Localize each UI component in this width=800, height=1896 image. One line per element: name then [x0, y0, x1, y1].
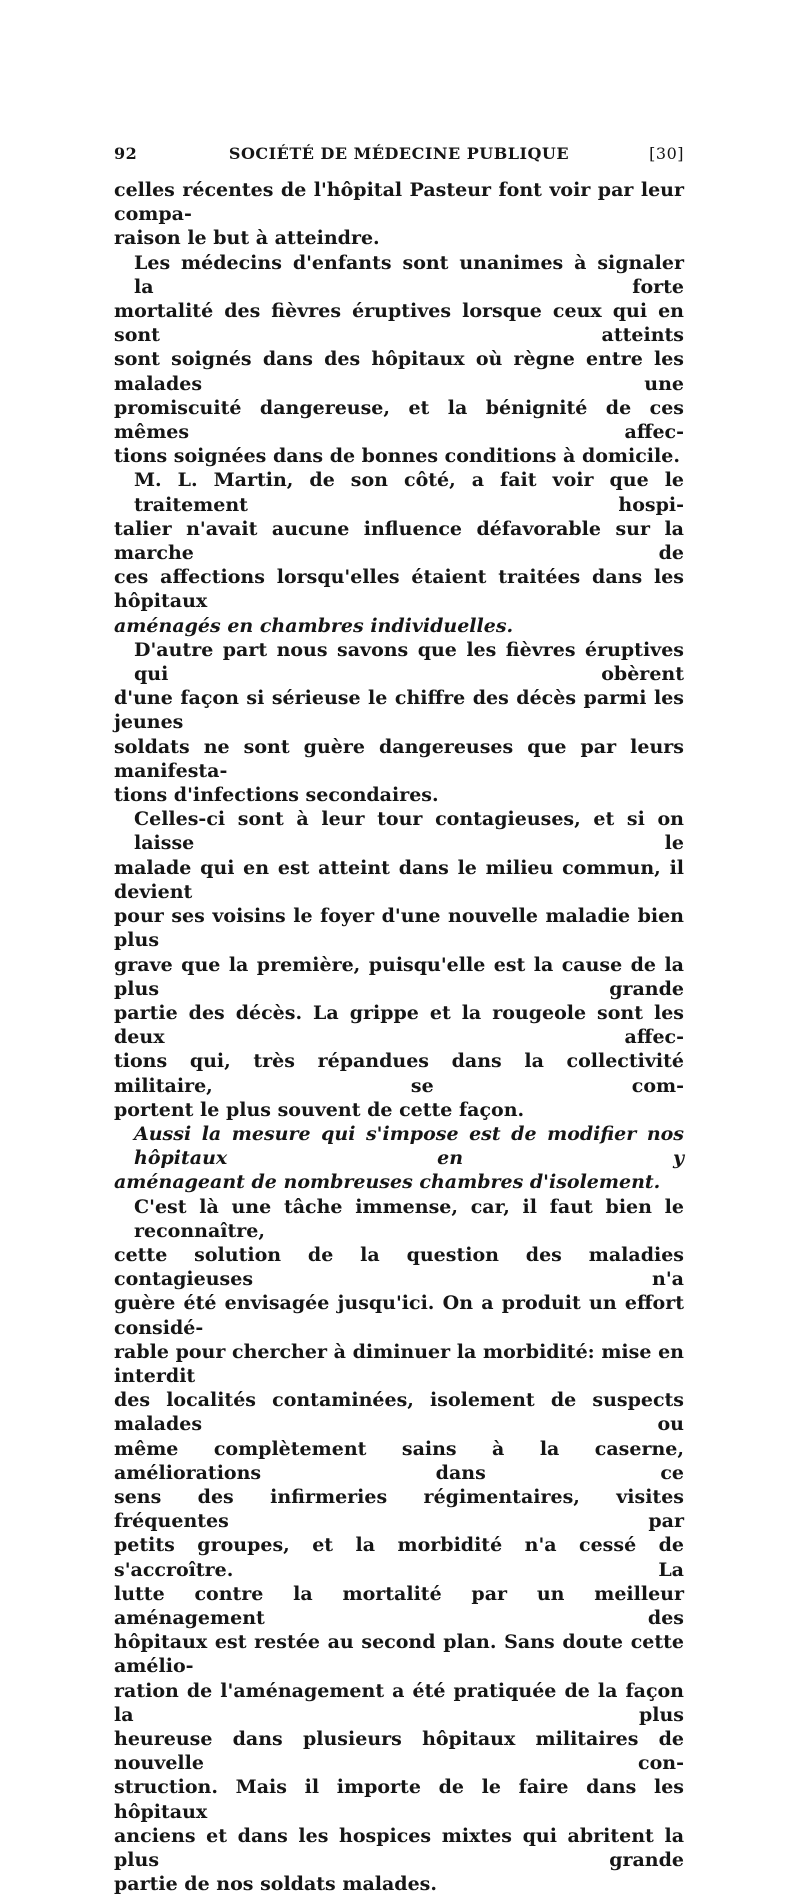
text-line: tions d'infections secondaires.	[114, 784, 439, 807]
text-line: aménagés en chambres individuelles.	[114, 614, 514, 637]
text-line: lutte contre la mortalité par un meilleur aménagement des	[114, 1582, 684, 1629]
text-line: ces affections lorsqu'elles étaient traitées dans les hôpitaux	[114, 566, 684, 613]
body-text	[114, 178, 684, 1896]
paragraph	[114, 807, 684, 1122]
text-line: ration de l'aménagement a été pratiquée de la façon la plus	[114, 1679, 684, 1726]
running-header	[114, 144, 684, 168]
text-line: portent le plus souvent de cette façon.	[114, 1098, 525, 1121]
text-line: Aussi la mesure qui s'impose est de modifier nos hôpitaux en y	[134, 1122, 684, 1170]
text-line: rable pour chercher à diminuer la morbidité: mise en interdit	[114, 1340, 684, 1387]
text-line: tions soignées dans de bonnes conditions à domicile.	[114, 445, 680, 468]
text-line: aménageant de nombreuses chambres d'isolement.	[114, 1171, 661, 1194]
text-line: M. L. Martin, de son côté, a fait voir que le traitement hospi-	[134, 469, 684, 516]
text-line: petits groupes, et la morbidité n'a cessé de s'accroître. La	[114, 1534, 684, 1581]
text-line: celles récentes de l'hôpital Pasteur font voir par leur compa-	[114, 179, 684, 226]
text-line: anciens et dans les hospices mixtes qui abritent la plus grande	[114, 1824, 684, 1872]
text-line: C'est là une tâche immense, car, il faut bien le reconnaître,	[134, 1195, 684, 1242]
text-line: guère été envisagée jusqu'ici. On a produit un effort considé-	[114, 1292, 684, 1339]
paragraph	[114, 178, 684, 251]
text-line: raison le but à atteindre.	[114, 227, 380, 250]
text-line: struction. Mais il importe de le faire dans les hôpitaux	[114, 1776, 684, 1823]
text-line: talier n'avait aucune influence défavorable sur la marche de	[114, 517, 684, 565]
text-line: mortalité des fièvres éruptives lorsque ceux qui en sont atteints	[114, 300, 684, 347]
text-line: Celles-ci sont à leur tour contagieuses, et si on laisse le	[134, 808, 684, 855]
text-line: D'autre part nous savons que les fièvres éruptives qui obèrent	[134, 638, 684, 686]
text-line: pour ses voisins le foyer d'une nouvelle maladie bien plus	[114, 905, 684, 952]
paragraph	[114, 251, 684, 469]
text-line: même complètement sains à la caserne, améliorations dans ce	[114, 1437, 684, 1484]
text-line: Les médecins d'enfants sont unanimes à signaler la forte	[134, 251, 684, 298]
text-line: heureuse dans plusieurs hôpitaux militaires de nouvelle con-	[114, 1728, 684, 1775]
text-line: partie de nos soldats malades.	[114, 1873, 437, 1896]
paragraph	[114, 1122, 684, 1195]
text-line: d'une façon si sérieuse le chiffre des décès parmi les jeunes	[114, 687, 684, 734]
page-reference: [30]	[649, 144, 684, 163]
text-line: tions qui, très répandues dans la collectivité militaire, se com-	[114, 1050, 684, 1097]
running-title: SOCIÉTÉ DE MÉDECINE PUBLIQUE	[228, 144, 570, 163]
page-number: 92	[114, 144, 138, 163]
text-line: sens des infirmeries régimentaires, visites fréquentes par	[114, 1485, 684, 1533]
text-line: promiscuité dangereuse, et la bénignité de ces mêmes affec-	[114, 396, 684, 444]
paragraph	[114, 468, 684, 637]
text-line: hôpitaux est restée au second plan. Sans doute cette amélio-	[114, 1631, 684, 1678]
text-line: sont soignés dans des hôpitaux où règne entre les malades une	[114, 348, 684, 395]
text-line: malade qui en est atteint dans le milieu commun, il devient	[114, 856, 684, 903]
text-line: cette solution de la question des maladies contagieuses n'a	[114, 1243, 684, 1291]
text-line: des localités contaminées, isolement de suspects malades ou	[114, 1389, 684, 1436]
text-line: soldats ne sont guère dangereuses que par leurs manifesta-	[114, 735, 684, 782]
paragraph	[114, 1195, 684, 1896]
text-line: grave que la première, puisqu'elle est la cause de la plus grande	[114, 953, 684, 1000]
paragraph	[114, 638, 684, 807]
text-line: partie des décès. La grippe et la rougeole sont les deux affec-	[114, 1001, 684, 1049]
